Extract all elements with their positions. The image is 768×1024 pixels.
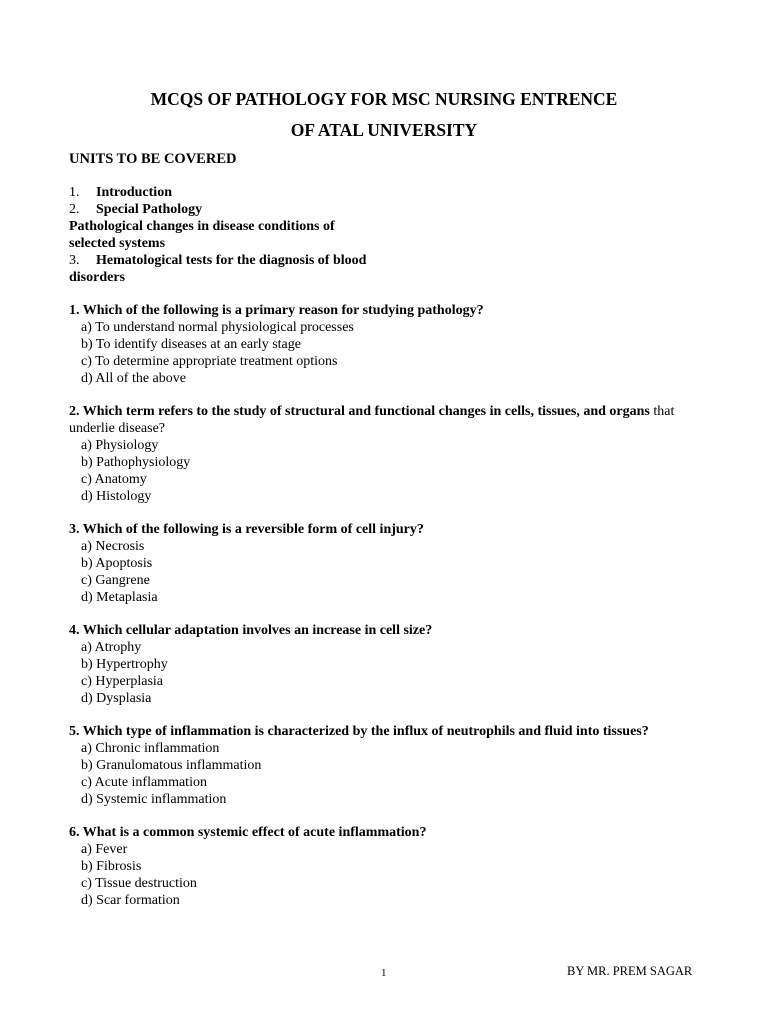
answer-option: d) Dysplasia	[81, 691, 152, 706]
units-heading: UNITS TO BE COVERED	[69, 151, 237, 167]
question-text: 4. Which cellular adaptation involves an increase in cell size?	[69, 623, 433, 638]
question-text: 5. Which type of inflammation is characterized by the influx of neutrophils and fluid into tissues?	[69, 724, 649, 739]
document-title-line-1: MCQS OF PATHOLOGY FOR MSC NURSING ENTRENCE	[150, 89, 618, 109]
unit-text: disorders	[69, 270, 125, 285]
answer-option: b) Apoptosis	[81, 556, 153, 571]
unit-text: selected systems	[69, 236, 166, 251]
unit-number: 3.	[69, 253, 80, 268]
questions-list	[69, 302, 679, 925]
units-list	[69, 184, 366, 286]
question-text: 1. Which of the following is a primary reason for studying pathology?	[69, 303, 484, 318]
unit-item	[69, 269, 366, 286]
unit-text: Introduction	[96, 185, 172, 200]
answer-option: a) Physiology	[81, 438, 159, 453]
answer-option: a) Atrophy	[81, 640, 142, 655]
unit-item	[69, 184, 366, 201]
answer-option: b) Fibrosis	[81, 859, 142, 874]
answer-option: d) Scar formation	[81, 893, 180, 908]
answer-option: d) All of the above	[81, 371, 186, 386]
question-text: 6. What is a common systemic effect of acute inflammation?	[69, 825, 427, 840]
unit-item	[69, 252, 366, 269]
answer-option: a) Fever	[81, 842, 128, 857]
answer-option: b) Granulomatous inflammation	[81, 758, 262, 773]
answer-option: a) Necrosis	[81, 539, 145, 554]
question-text: 2. Which term refers to the study of structural and functional changes in cells, tissues, and organs that underlie disease?	[69, 404, 675, 436]
question-block	[69, 723, 679, 808]
answer-option: c) To determine appropriate treatment options	[81, 354, 338, 369]
author-credit: BY MR. PREM SAGAR	[567, 964, 693, 978]
answer-option: c) Acute inflammation	[81, 775, 207, 790]
unit-item	[69, 201, 366, 218]
unit-text: Hematological tests for the diagnosis of blood	[96, 253, 367, 268]
answer-option: b) Hypertrophy	[81, 657, 168, 672]
answer-option: a) Chronic inflammation	[81, 741, 220, 756]
unit-text: Special Pathology	[96, 202, 203, 217]
answer-option: c) Anatomy	[81, 472, 147, 487]
answer-option: c) Tissue destruction	[81, 876, 197, 891]
unit-number: 2.	[69, 202, 80, 217]
answer-option: d) Metaplasia	[81, 590, 158, 605]
question-text: 3. Which of the following is a reversible form of cell injury?	[69, 522, 424, 537]
unit-number: 1.	[69, 185, 80, 200]
answer-option: c) Hyperplasia	[81, 674, 164, 689]
unit-item	[69, 218, 366, 235]
question-block	[69, 521, 679, 606]
page-number: 1	[381, 967, 387, 979]
answer-option: d) Histology	[81, 489, 152, 504]
answer-option: b) To identify diseases at an early stage	[81, 337, 301, 352]
question-block	[69, 824, 679, 909]
answer-option: d) Systemic inflammation	[81, 792, 227, 807]
question-block	[69, 403, 679, 505]
question-block	[69, 622, 679, 707]
answer-option: c) Gangrene	[81, 573, 150, 588]
unit-text: Pathological changes in disease conditions of	[69, 219, 335, 234]
answer-option: b) Pathophysiology	[81, 455, 191, 470]
question-block	[69, 302, 679, 387]
answer-option: a) To understand normal physiological processes	[81, 320, 354, 335]
document-title-line-2: OF ATAL UNIVERSITY	[290, 120, 478, 140]
unit-item	[69, 235, 366, 252]
